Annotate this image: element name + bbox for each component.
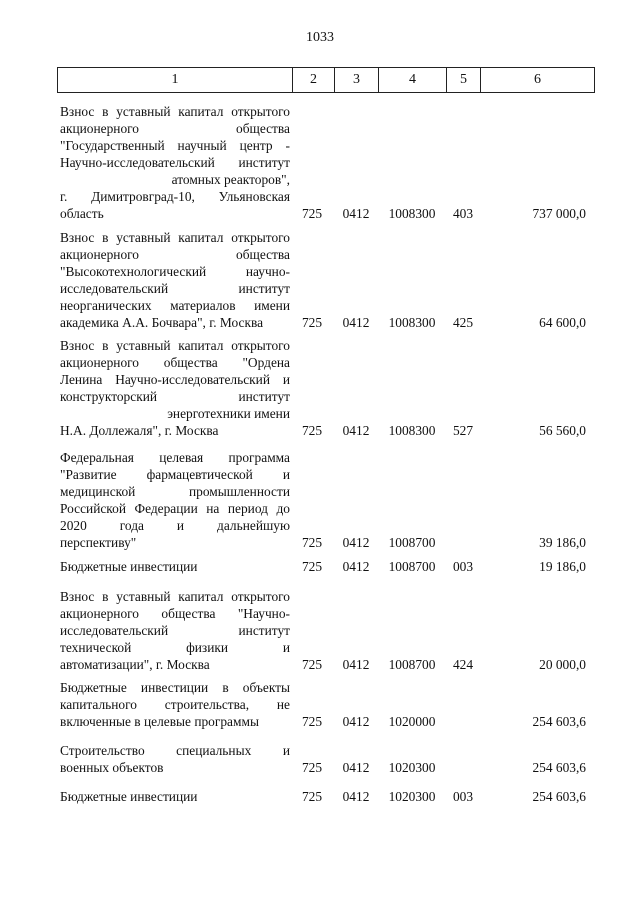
cell-c6: 56 560,0	[539, 423, 586, 438]
row-description	[60, 103, 290, 222]
row-description	[60, 788, 290, 805]
cell-c5: 527	[452, 423, 474, 438]
row-description	[60, 337, 290, 439]
description-line: "Развитие фармацевтической и	[60, 467, 290, 482]
row-description	[60, 229, 290, 331]
cell-c6: 254 603,6	[532, 789, 586, 804]
cell-c3: 0412	[342, 789, 370, 804]
description-line: включенные в целевые программы	[60, 714, 259, 729]
cell-c2: 725	[301, 760, 323, 775]
description-line: акционерного общества "Ордена	[60, 355, 290, 370]
description-line: Научно-исследовательский институт	[60, 155, 290, 170]
description-line: технической физики и	[60, 640, 290, 655]
cell-c5: 403	[452, 206, 474, 221]
description-line: медицинской промышленности	[60, 484, 290, 499]
description-line: исследовательский институт	[60, 623, 290, 638]
description-line: Бюджетные инвестиции в объекты	[60, 680, 290, 695]
description-line: акционерного общества	[60, 247, 290, 262]
cell-c3: 0412	[342, 657, 370, 672]
cell-c6: 254 603,6	[532, 714, 586, 729]
description-line: академика А.А. Бочвара", г. Москва	[60, 315, 264, 330]
column-header-table	[57, 67, 595, 93]
cell-c4: 1008700	[388, 559, 436, 574]
description-line: Взнос в уставный капитал открытого	[60, 230, 290, 245]
page-number: 1033	[306, 30, 334, 45]
description-line: акционерного общества	[60, 121, 290, 136]
description-line: энерготехники имени	[167, 406, 290, 421]
cell-c6: 64 600,0	[539, 315, 586, 330]
cell-c5: 003	[452, 789, 474, 804]
row-description	[60, 679, 290, 730]
cell-c2: 725	[301, 657, 323, 672]
cell-c3: 0412	[342, 423, 370, 438]
column-header-1: 1	[58, 68, 293, 93]
cell-c3: 0412	[342, 714, 370, 729]
description-line: атомных реакторов",	[171, 172, 290, 187]
row-description	[60, 449, 290, 551]
cell-c3: 0412	[342, 535, 370, 550]
description-line: капитального строительства, не	[60, 697, 290, 712]
cell-c2: 725	[301, 423, 323, 438]
column-header-3: 3	[335, 68, 379, 93]
cell-c4: 1008700	[388, 535, 436, 550]
column-header-2: 2	[293, 68, 335, 93]
description-line: неорганических материалов имени	[60, 298, 290, 313]
description-line: г. Димитровград-10, Ульяновская	[60, 189, 290, 204]
cell-c2: 725	[301, 714, 323, 729]
cell-c2: 725	[301, 789, 323, 804]
column-header-5: 5	[447, 68, 481, 93]
cell-c2: 725	[301, 559, 323, 574]
cell-c4: 1008300	[388, 206, 436, 221]
description-line: автоматизации", г. Москва	[60, 657, 210, 672]
cell-c4: 1008300	[388, 315, 436, 330]
description-line: Взнос в уставный капитал открытого	[60, 589, 290, 604]
cell-c5: 425	[452, 315, 474, 330]
cell-c5: 003	[452, 559, 474, 574]
column-header-6: 6	[481, 68, 595, 93]
cell-c3: 0412	[342, 206, 370, 221]
cell-c2: 725	[301, 535, 323, 550]
description-line: "Государственный научный центр -	[60, 138, 290, 153]
row-description	[60, 588, 290, 673]
description-line: Российской Федерации на период до	[60, 501, 290, 516]
cell-c4: 1020000	[388, 714, 436, 729]
cell-c6: 39 186,0	[539, 535, 586, 550]
cell-c4: 1008300	[388, 423, 436, 438]
description-line: военных объектов	[60, 760, 164, 775]
cell-c3: 0412	[342, 760, 370, 775]
description-line: область	[60, 206, 104, 221]
row-description	[60, 558, 290, 575]
cell-c3: 0412	[342, 559, 370, 574]
cell-c2: 725	[301, 206, 323, 221]
description-line: перспективу"	[60, 535, 137, 550]
description-line: конструкторский институт	[60, 389, 290, 404]
cell-c6: 19 186,0	[539, 559, 586, 574]
cell-c6: 737 000,0	[532, 206, 586, 221]
column-header-4: 4	[379, 68, 447, 93]
cell-c5: 424	[452, 657, 474, 672]
description-line: Бюджетные инвестиции	[60, 789, 198, 804]
description-line: Взнос в уставный капитал открытого	[60, 104, 290, 119]
description-line: исследовательский институт	[60, 281, 290, 296]
description-line: Взнос в уставный капитал открытого	[60, 338, 290, 353]
description-line: Федеральная целевая программа	[60, 450, 290, 465]
cell-c2: 725	[301, 315, 323, 330]
cell-c4: 1020300	[388, 789, 436, 804]
cell-c4: 1020300	[388, 760, 436, 775]
description-line: Строительство специальных и	[60, 743, 290, 758]
description-line: Н.А. Доллежаля", г. Москва	[60, 423, 219, 438]
description-line: "Высокотехнологический научно-	[60, 264, 290, 279]
description-line: акционерного общества "Научно-	[60, 606, 290, 621]
cell-c6: 20 000,0	[539, 657, 586, 672]
cell-c4: 1008700	[388, 657, 436, 672]
row-description	[60, 742, 290, 776]
description-line: Бюджетные инвестиции	[60, 559, 198, 574]
cell-c6: 254 603,6	[532, 760, 586, 775]
column-header-row	[58, 68, 595, 93]
cell-c3: 0412	[342, 315, 370, 330]
description-line: 2020 года и дальнейшую	[60, 518, 290, 533]
description-line: Ленина Научно-исследовательский и	[60, 372, 290, 387]
